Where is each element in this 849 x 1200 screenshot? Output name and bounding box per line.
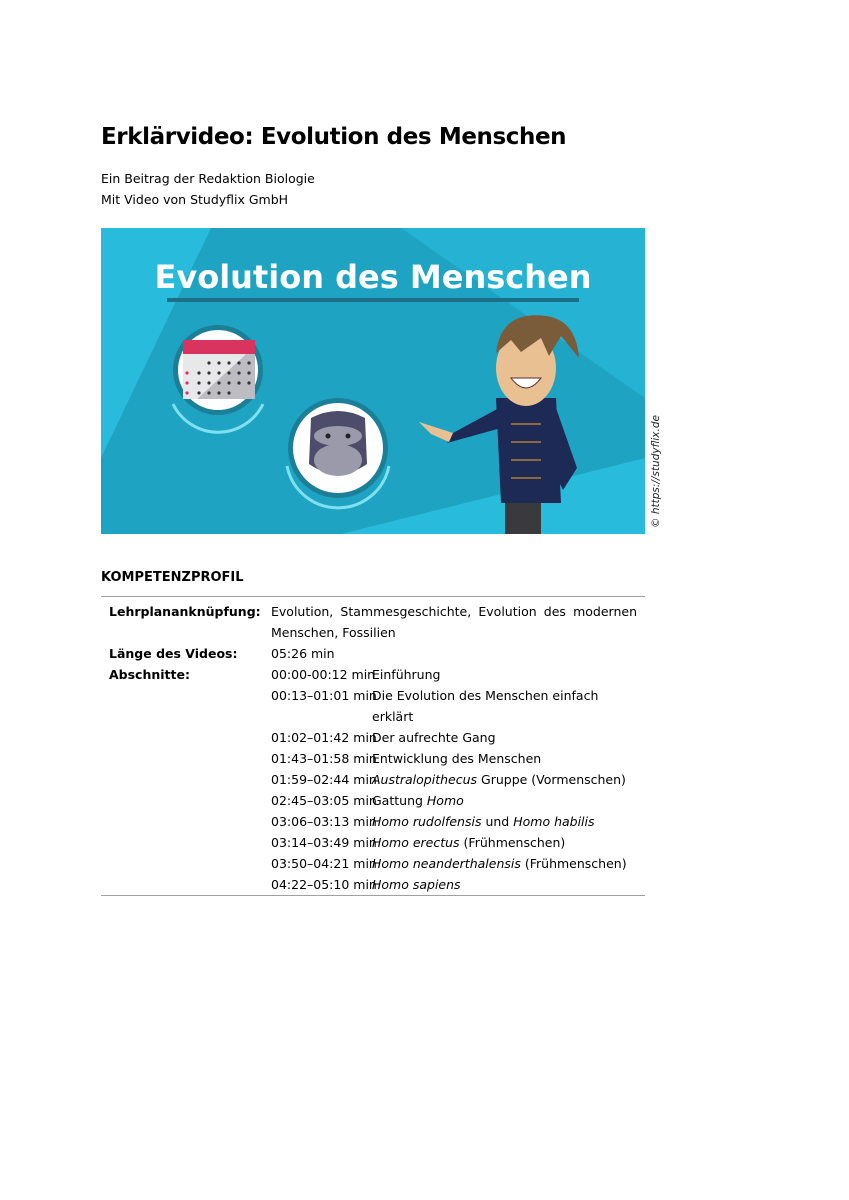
section-title — [372, 790, 464, 811]
lehrplan-value — [263, 601, 645, 643]
section-item — [271, 664, 637, 685]
lehrplan-label: Lehrplananknüpfung: — [109, 604, 261, 619]
section-title-pre: Gattung — [372, 793, 427, 808]
section-time: 03:14–03:49 min — [271, 835, 377, 850]
kompetenzprofil-table — [101, 596, 645, 896]
section-title — [372, 853, 627, 874]
image-credit[interactable]: © https://studyflix.de — [650, 415, 662, 528]
lehrplan-line-1: Evolution, Stammesgeschichte, Evolution des modernen — [271, 604, 637, 619]
section-item — [271, 811, 637, 832]
laenge-value: 05:26 min — [271, 646, 335, 661]
taxon-name: Homo habilis — [513, 814, 595, 829]
taxon-name: Homo sapiens — [372, 877, 461, 892]
section-time: 01:02–01:42 min — [271, 730, 377, 745]
row-abschnitte — [101, 664, 645, 895]
laenge-label: Länge des Videos: — [109, 646, 238, 661]
section-item — [271, 832, 637, 853]
section-title-rest: (Frühmenschen) — [520, 856, 627, 871]
section-title: Der aufrechte Gang — [372, 730, 496, 745]
section-time: 02:45–03:05 min — [271, 793, 377, 808]
page-title: Erklärvideo: Evolution des Menschen — [101, 124, 567, 150]
taxon-name: Homo rudolfensis — [372, 814, 482, 829]
taxon-name: Homo — [426, 793, 464, 808]
section-item — [271, 853, 637, 874]
section-title-rest: Gruppe (Vormenschen) — [477, 772, 626, 787]
section-heading-kompetenzprofil: KOMPETENZPROFIL — [101, 570, 244, 585]
section-item — [271, 685, 637, 727]
section-title: Einführung — [372, 667, 441, 682]
section-time: 01:59–02:44 min — [271, 772, 377, 787]
section-time: 03:50–04:21 min — [271, 856, 377, 871]
section-title — [372, 811, 595, 832]
section-item — [271, 874, 637, 895]
section-time: 04:22–05:10 min — [271, 877, 377, 892]
abschnitte-list — [263, 664, 645, 895]
section-title — [372, 874, 461, 895]
section-item — [271, 748, 637, 769]
video-thumbnail[interactable] — [101, 228, 645, 534]
abschnitte-label: Abschnitte: — [109, 667, 190, 682]
section-item — [271, 727, 637, 748]
section-title — [372, 769, 626, 790]
row-laenge — [101, 643, 645, 664]
section-title: Entwicklung des Menschen — [372, 751, 542, 766]
section-time: 03:06–03:13 min — [271, 814, 377, 829]
section-time: 00:13–01:01 min — [271, 688, 377, 703]
row-lehrplan — [101, 597, 645, 643]
lehrplan-line-2: Menschen, Fossilien — [271, 625, 396, 640]
section-item — [271, 769, 637, 790]
section-title-mid: und — [481, 814, 514, 829]
taxon-name: Homo neanderthalensis — [372, 856, 521, 871]
taxon-name: Australopithecus — [372, 772, 478, 787]
section-time: 00:00-00:12 min — [271, 667, 376, 682]
section-time: 01:43–01:58 min — [271, 751, 377, 766]
thumbnail-illustration — [101, 228, 645, 534]
taxon-name: Homo erectus — [372, 835, 460, 850]
byline-video-source: Mit Video von Studyflix GmbH — [101, 192, 289, 207]
section-title-rest: (Frühmenschen) — [459, 835, 566, 850]
thumbnail-heading: Evolution des Menschen — [154, 258, 592, 296]
section-title: Die Evolution des Menschen einfach erklärt — [372, 688, 599, 724]
section-item — [271, 790, 637, 811]
byline-editorial: Ein Beitrag der Redaktion Biologie — [101, 171, 315, 186]
section-title — [372, 832, 565, 853]
